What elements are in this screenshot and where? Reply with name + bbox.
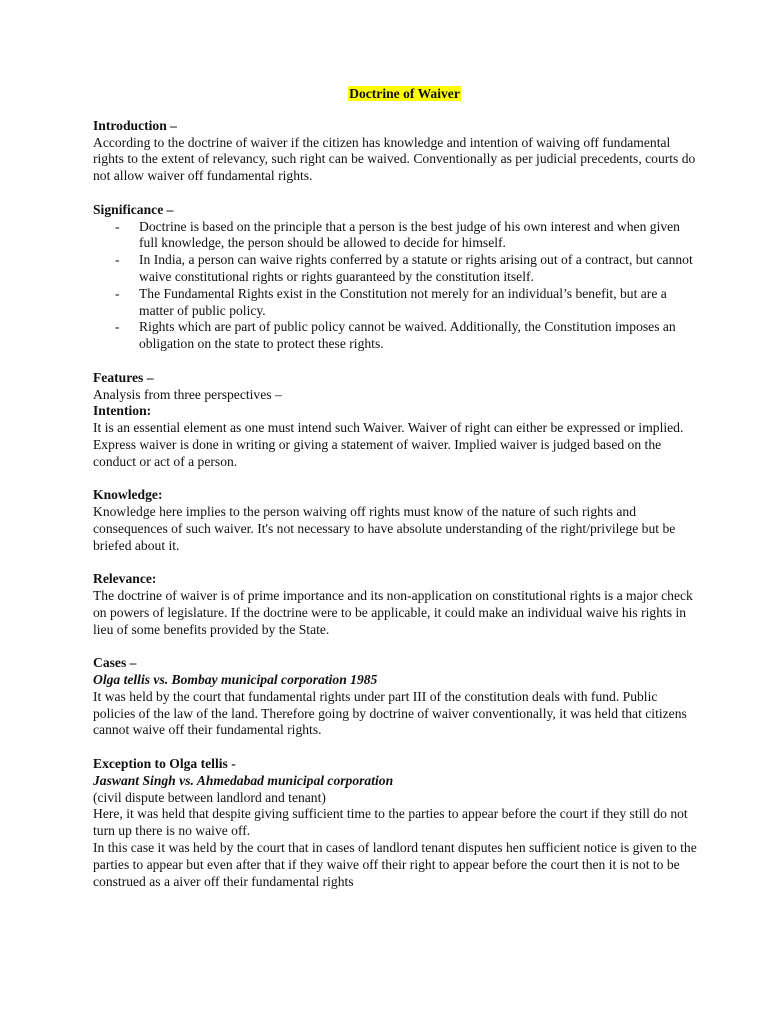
title-container [93, 86, 698, 103]
case-title: Olga tellis vs. Bombay municipal corporation 1985 [93, 672, 378, 688]
significance-list [93, 219, 698, 353]
case-text: It was held by the court that fundamental rights under part III of the constitution deals with fund. Public policies of the law of the land. Therefore going by doctrine of waiver conventionally, it was held that citizens cannot waive off their fundamental rights. [93, 688, 687, 738]
exception-text-1: Here, it was held that despite giving sufficient time to the parties to appear before the court if they still do not turn up there is no waive off. [93, 806, 688, 839]
exception-text-2: In this case it was held by the court that in cases of landlord tenant disputes hen sufficient notice is given to the parties to appear but even after that if they waive off their right to appear before the court then it is not to be construed as a aiver off their fundamental rights [93, 840, 697, 889]
list-item-text: In India, a person can waive rights conferred by a statute or rights arising out of a contract, but cannot waive constitutional rights or rights guaranteed by the constitution itself. [139, 252, 693, 284]
cases-section [93, 655, 698, 739]
intention-text: It is an essential element as one must intend such Waiver. Waiver of right can either be expressed or implied. Express waiver is done in writing or giving a statement of waiver. Implied waiver is judged based on the conduct or act of a person. [93, 420, 684, 469]
knowledge-heading: Knowledge: [93, 487, 163, 503]
exception-case-title: Jaswant Singh vs. Ahmedabad municipal corporation [93, 772, 394, 788]
introduction-section [93, 118, 698, 185]
exception-note: (civil dispute between landlord and tenant) [93, 789, 326, 805]
cases-heading: Cases – [93, 655, 137, 671]
bullet-dash: - [115, 319, 120, 335]
features-subtitle: Analysis from three perspectives – [93, 386, 282, 402]
bullet-dash: - [115, 252, 120, 268]
relevance-text: The doctrine of waiver is of prime importance and its non-application on constitutional rights is a major check on powers of legislature. If the doctrine were to be applicable, it could make an individual waive his rights in lieu of some benefits provided by the State. [93, 588, 693, 637]
introduction-text: According to the doctrine of waiver if the citizen has knowledge and intention of waiving off fundamental rights to the extent of relevancy, such right can be waived. Conventionally as per judicial precedents, courts do not allow waiver off fundamental rights. [93, 134, 696, 184]
list-item [93, 219, 698, 253]
list-item-text: Rights which are part of public policy cannot be waived. Additionally, the Constitution imposes an obligation on the state to protect these rights. [139, 319, 676, 352]
list-item-text: The Fundamental Rights exist in the Constitution not merely for an individual’s benefit, but are a matter of public policy. [139, 285, 667, 318]
features-section [93, 370, 698, 471]
introduction-heading: Introduction – [93, 117, 177, 133]
bullet-dash: - [115, 285, 120, 301]
relevance-section [93, 571, 698, 638]
significance-section [93, 202, 698, 353]
intention-heading: Intention: [93, 403, 152, 419]
significance-heading: Significance – [93, 201, 174, 217]
document-title: Doctrine of Waiver [349, 86, 460, 101]
exception-heading: Exception to Olga tellis - [93, 756, 236, 772]
exception-section [93, 756, 698, 890]
list-item [93, 319, 698, 353]
relevance-heading: Relevance: [93, 571, 157, 587]
bullet-dash: - [115, 218, 120, 234]
knowledge-section [93, 487, 698, 554]
list-item-text: Doctrine is based on the principle that a person is the best judge of his own interest and when given full knowledge, the person should be allowed to decide for himself. [139, 218, 680, 251]
features-heading: Features – [93, 369, 154, 385]
knowledge-text: Knowledge here implies to the person waiving off rights must know of the nature of such rights and consequences of such waiver. It's not necessary to have absolute understanding of the right/privilege but be briefed about it. [93, 504, 676, 553]
list-item [93, 252, 698, 286]
list-item [93, 286, 698, 320]
